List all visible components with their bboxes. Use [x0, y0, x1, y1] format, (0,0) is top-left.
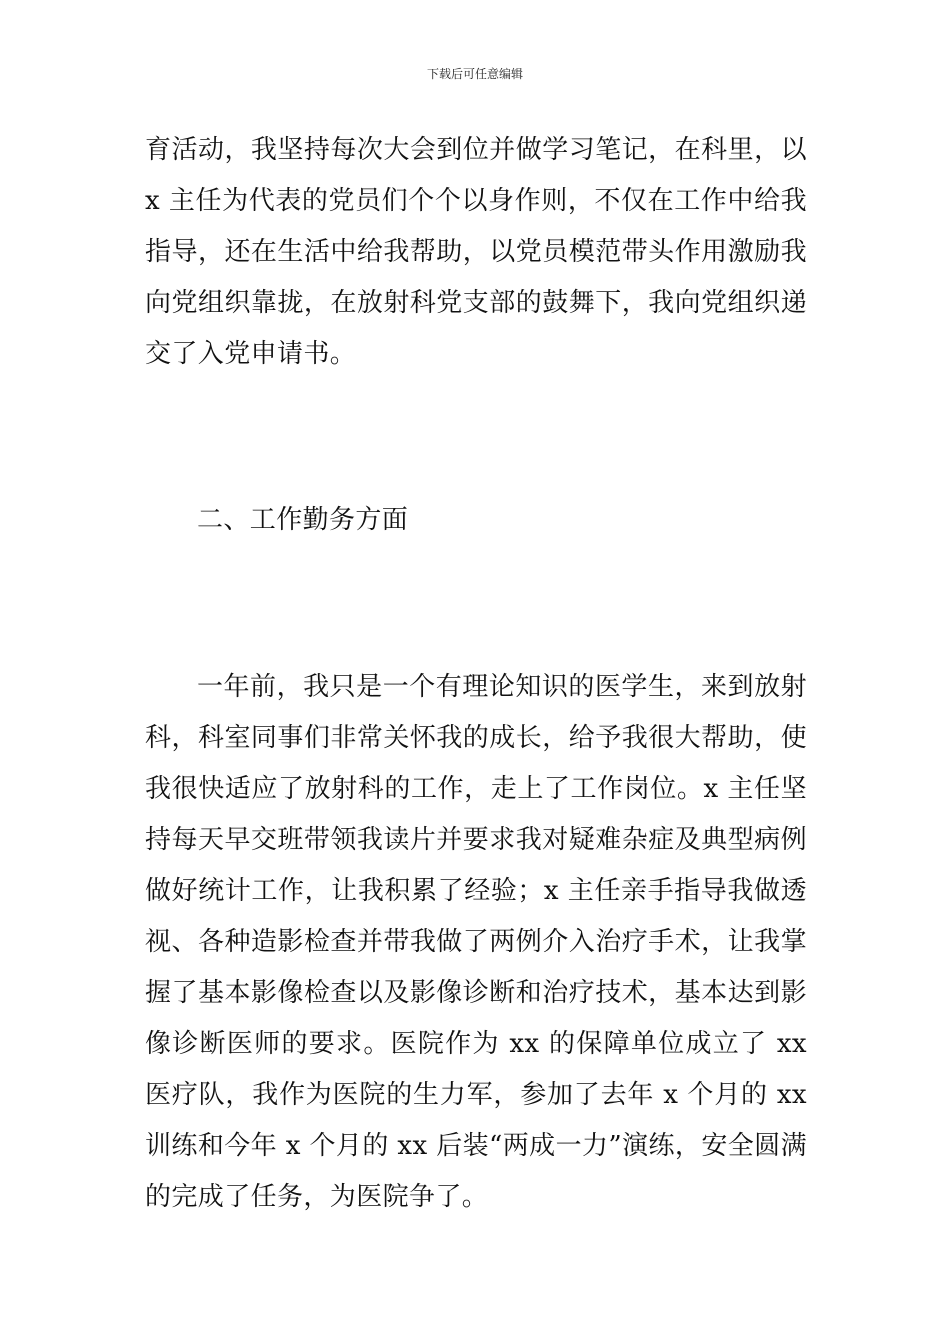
document-body: [145, 125, 807, 1223]
paragraph-work-experience: 一年前，我只是一个有理论知识的医学生，来到放射科，科室同事们非常关怀我的成长，给予我很大帮助，使我很快适应了放射科的工作，走上了工作岗位。x 主任坚持每天早交班带领我读片并要求我对疑难杂症及典型病例做好统计工作，让我积累了经验；x 主任亲手指导我做透视、各种造影检查并带我做了两例介入治疗手术，让我掌握了基本影像检查以及影像诊断和治疗技术，基本达到影像诊断医师的要求。医院作为 xx 的保障单位成立了 xx 医疗队，我作为医院的生力军，参加了去年 x 个月的 xx 训练和今年 x 个月的 xx 后装“两成一力”演练，安全圆满的完成了任务，为医院争了。: [145, 672, 807, 1212]
page-header-note: 下载后可任意编辑: [426, 67, 523, 81]
paragraph-spacer: [145, 546, 807, 662]
section-heading-work-duty: 二、工作勤务方面: [197, 505, 409, 535]
paragraph-spacer: [145, 380, 807, 495]
paragraph-party-activities: 育活动，我坚持每次大会到位并做学习笔记，在科里，以 x 主任为代表的党员们个个以身作则，不仅在工作中给我指导，还在生活中给我帮助，以党员模范带头作用激励我向党组织靠拢，在放射科党支部的鼓舞下，我向党组织递交了入党申请书。: [145, 135, 807, 369]
